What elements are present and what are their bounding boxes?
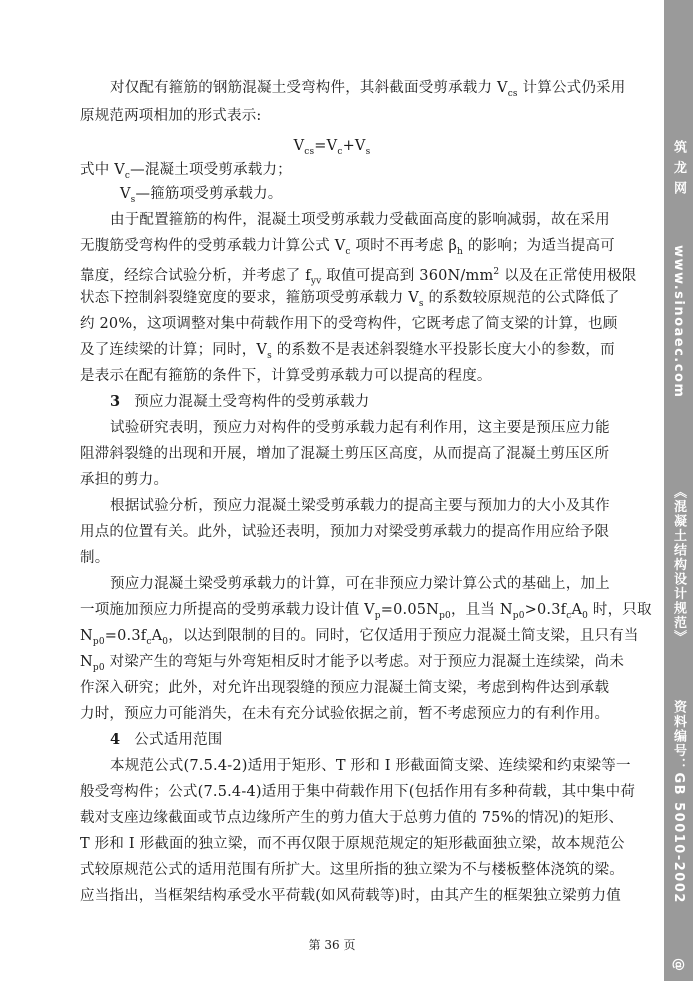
paragraph-line: 一项施加预应力所提高的受剪承载力设计值 $V_p=0.05N_{p0}$，且当 $N_{p0}>0.3f_cA_0$ 时，只取 bbox=[80, 602, 652, 621]
paragraph-line: 应当指出，当框架结构承受水平荷载(如风荷载等)时，由其产生的框架独立梁剪力值 bbox=[80, 888, 621, 904]
paragraph-line: 是表示在配有箍筋的条件下，计算受剪承载力可以提高的程度。 bbox=[80, 368, 492, 384]
paragraph-line: 由于配置箍筋的构件，混凝土项受剪承载力受截面高度的影响减弱，故在采用 bbox=[110, 212, 610, 228]
sidebar-book-title: 《混凝土结构设计规范》 bbox=[671, 485, 686, 645]
paragraph-line: 及了连续梁的计算；同时，$V_s$ 的系数不是表述斜裂缝水平投影长度大小的参数，而 bbox=[80, 342, 615, 361]
section-heading-3: 3 预应力混凝土受弯构件的受剪承载力 bbox=[110, 393, 370, 410]
section-heading-4: 4 公式适用范围 bbox=[110, 731, 223, 748]
paragraph-line: 力时，预应力可能消失，在未有充分试验依据之前，暂不考虑预应力的有利作用。 bbox=[80, 706, 610, 722]
page-number: 第 36 页 bbox=[308, 938, 356, 952]
paragraph-line: 对仅配有箍筋的钢筋混凝土受弯构件，其斜截面受剪承载力 $V_{cs}$ 计算公式仍采用 bbox=[110, 80, 626, 99]
paragraph-line: 式较原规范公式的适用范围有所扩大。这里所指的独立梁为不与楼板整体浇筑的梁。 bbox=[80, 862, 624, 878]
formula: $V_{cs}=V_c+V_s$ bbox=[293, 138, 371, 157]
watermark-sidebar bbox=[664, 0, 693, 981]
sidebar-site-name: 筑 龙 网 bbox=[671, 140, 686, 196]
paragraph-line: 靠度，经综合试验分析，并考虑了 $f_{yv}$ 取值可提高到 $360N/mm^2$ 以及在正常使用极限 bbox=[80, 267, 637, 287]
paragraph-line: 承担的剪力。 bbox=[80, 472, 169, 488]
paragraph-line: $N_{p0}=0.3f_cA_0$，以达到限制的目的。同时，它仅适用于预应力混凝土简支梁，且只有当 bbox=[80, 628, 639, 647]
paragraph-line: 阻滞斜裂缝的出现和开展，增加了混凝土剪压区高度，从而提高了混凝土剪压区所 bbox=[80, 446, 610, 462]
sidebar-at-icon: @ bbox=[671, 958, 686, 973]
paragraph-line: 状态下控制斜裂缝宽度的要求，箍筋项受剪承载力 $V_s$ 的系数较原规范的公式降低了 bbox=[80, 290, 620, 309]
sidebar-doc-number: 资料编号：GB 50010-2002 bbox=[671, 700, 686, 904]
paragraph-line: 载对支座边缘截面或节点边缘所产生的剪力值大于总剪力值的 75%的情况)的矩形、 bbox=[80, 810, 624, 826]
formula-where-line: 式中 $V_c—$混凝土项受剪承载力； bbox=[80, 162, 292, 181]
paragraph-line: 约 20%，这项调整对集中荷载作用下的受弯构件，它既考虑了简支梁的计算，也顾 bbox=[80, 316, 618, 332]
paragraph-line: 试验研究表明，预应力对构件的受剪承载力起有利作用，这主要是预压应力能 bbox=[110, 420, 610, 436]
paragraph-line: 本规范公式(7.5.4-2)适用于矩形、T 形和 I 形截面简支梁、连续梁和约束梁等一 bbox=[110, 758, 631, 774]
paragraph-line: 般受弯构件；公式(7.5.4-4)适用于集中荷载作用下(包括作用有多种荷载，其中集中荷 bbox=[80, 784, 636, 800]
paragraph-line: 制。 bbox=[80, 550, 110, 566]
paragraph-line: T 形和 I 形截面的独立梁，而不再仅限于原规范规定的矩形截面独立梁，故本规范公 bbox=[80, 836, 625, 852]
paragraph-line: 无腹筋受弯构件的受剪承载力计算公式 $V_c$ 项时不再考虑 $\beta_h$ 的影响；为适当提高可 bbox=[80, 238, 615, 257]
formula-where-line: $V_s—$箍筋项受剪承载力。 bbox=[120, 186, 283, 205]
paragraph-line: 作深入研究；此外，对允许出现裂缝的预应力混凝土简支梁，考虑到构件达到承载 bbox=[80, 680, 610, 696]
paragraph-line: $N_{p0}$ 对梁产生的弯矩与外弯矩相反时才能予以考虑。对于预应力混凝土连续梁，尚未 bbox=[80, 654, 625, 673]
sidebar-url: www.sinoaec.com bbox=[671, 245, 686, 399]
paragraph-line: 根据试验分析，预应力混凝土梁受剪承载力的提高主要与预加力的大小及其作 bbox=[110, 498, 610, 514]
paragraph-line: 用点的位置有关。此外，试验还表明，预加力对梁受剪承载力的提高作用应给予限 bbox=[80, 524, 610, 540]
paragraph-line: 预应力混凝土梁受剪承载力的计算，可在非预应力梁计算公式的基础上，加上 bbox=[110, 576, 610, 592]
paragraph-line: 原规范两项相加的形式表示: bbox=[80, 108, 262, 124]
